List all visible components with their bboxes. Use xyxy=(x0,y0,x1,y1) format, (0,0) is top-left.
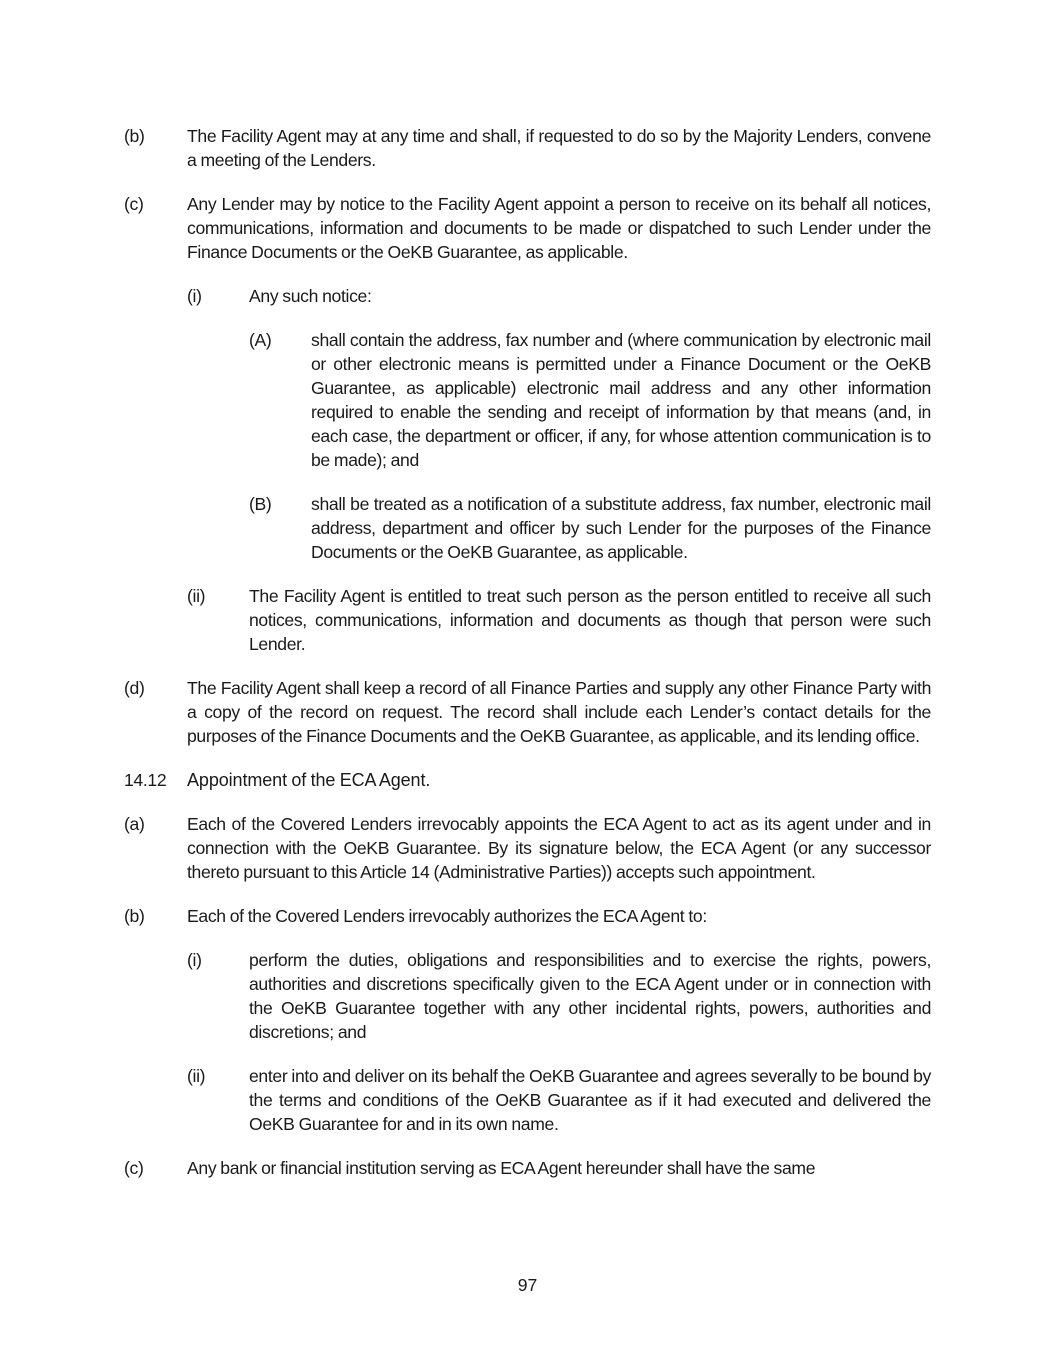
clause-label: (i) xyxy=(187,950,202,970)
section-title: Appointment of the ECA Agent. xyxy=(187,770,431,790)
clause-label: (B) xyxy=(249,494,272,514)
clause-text: Any Lender may by notice to the Facility Agent appoint a person to receive on its behalf all notices, communications, information and documents to be made or dispatched to such Lender under the Finance Documents or the OeKB Guarantee, as applicable. xyxy=(187,194,931,262)
subclause-ii-entitled-to-treat xyxy=(124,584,931,656)
clause-d-record-keeping xyxy=(124,676,931,748)
clause-text: Each of the Covered Lenders irrevocably appoints the ECA Agent to act as its agent under and in connection with the OeKB Guarantee. By its signature below, the ECA Agent (or any successor thereto pursuant to this Article 14 (Administrative Parties)) accepts such appointment. xyxy=(187,814,931,882)
clause-label: (ii) xyxy=(187,1066,206,1086)
clause-text: Each of the Covered Lenders irrevocably authorizes the ECA Agent to: xyxy=(187,906,707,926)
clause-label: (i) xyxy=(187,286,202,306)
subclause-i-any-such-notice xyxy=(124,284,931,308)
clause-label: (A) xyxy=(249,330,272,350)
section-heading-14-12 xyxy=(124,768,931,792)
clause-text: shall contain the address, fax number and (where communication by electronic mail or other electronic means is permitted under a Finance Document or the OeKB Guarantee, as applicable) electronic mail address and any other information required to enable the sending and receipt of information by that means (and, in each case, the department or officer, if any, for whose attention communication is to be made); and xyxy=(311,330,931,470)
clause-text: Any such notice: xyxy=(249,286,372,306)
subclause-i-perform-duties xyxy=(124,948,931,1044)
subclause-B-substitute-address xyxy=(124,492,931,564)
subclause-A-contents xyxy=(124,328,931,472)
clause-c-notice-appointment xyxy=(124,192,931,264)
clause-text: The Facility Agent is entitled to treat such person as the person entitled to receive all such notices, communications, information and documents as though that person were such Lender. xyxy=(249,586,931,654)
clause-label: (a) xyxy=(124,814,145,834)
clause-text: Any bank or financial institution serving as ECA Agent hereunder shall have the same xyxy=(187,1158,816,1178)
clause-label: (ii) xyxy=(187,586,206,606)
clause-text: The Facility Agent may at any time and shall, if requested to do so by the Majority Lenders, convene a meeting of the Lenders. xyxy=(187,126,931,170)
clause-b-eca-authorization xyxy=(124,904,931,928)
clause-b-convene-meeting xyxy=(124,124,931,172)
clause-text: shall be treated as a notification of a substitute address, fax number, electronic mail address, department and officer by such Lender for the purposes of the Finance Documents or the OeKB Guarantee, as applicable. xyxy=(311,494,931,562)
clause-a-eca-appointment xyxy=(124,812,931,884)
clause-text: perform the duties, obligations and responsibilities and to exercise the rights, powers, authorities and discretions specifically given to the ECA Agent under or in connection with the OeKB Guarantee together with any other incidental rights, powers, authorities and discretions; and xyxy=(249,950,931,1042)
clause-text: The Facility Agent shall keep a record of all Finance Parties and supply any other Finance Party with a copy of the record on request. The record shall include each Lender’s contact details for the purposes of the Finance Documents and the OeKB Guarantee, as applicable, and its lending office. xyxy=(187,678,931,746)
subclause-ii-enter-into xyxy=(124,1064,931,1136)
clause-label: (c) xyxy=(124,194,144,214)
section-number: 14.12 xyxy=(124,770,167,790)
clause-text: enter into and deliver on its behalf the OeKB Guarantee and agrees severally to be bound by the terms and conditions of the OeKB Guarantee as if it had executed and delivered the OeKB Guarantee for and in its own name. xyxy=(249,1066,931,1134)
clause-label: (d) xyxy=(124,678,145,698)
page-number: 97 xyxy=(517,1275,538,1295)
clause-label: (b) xyxy=(124,126,145,146)
clause-label: (c) xyxy=(124,1158,144,1178)
clause-c-eca-agent-bank xyxy=(124,1156,931,1180)
clause-label: (b) xyxy=(124,906,145,926)
